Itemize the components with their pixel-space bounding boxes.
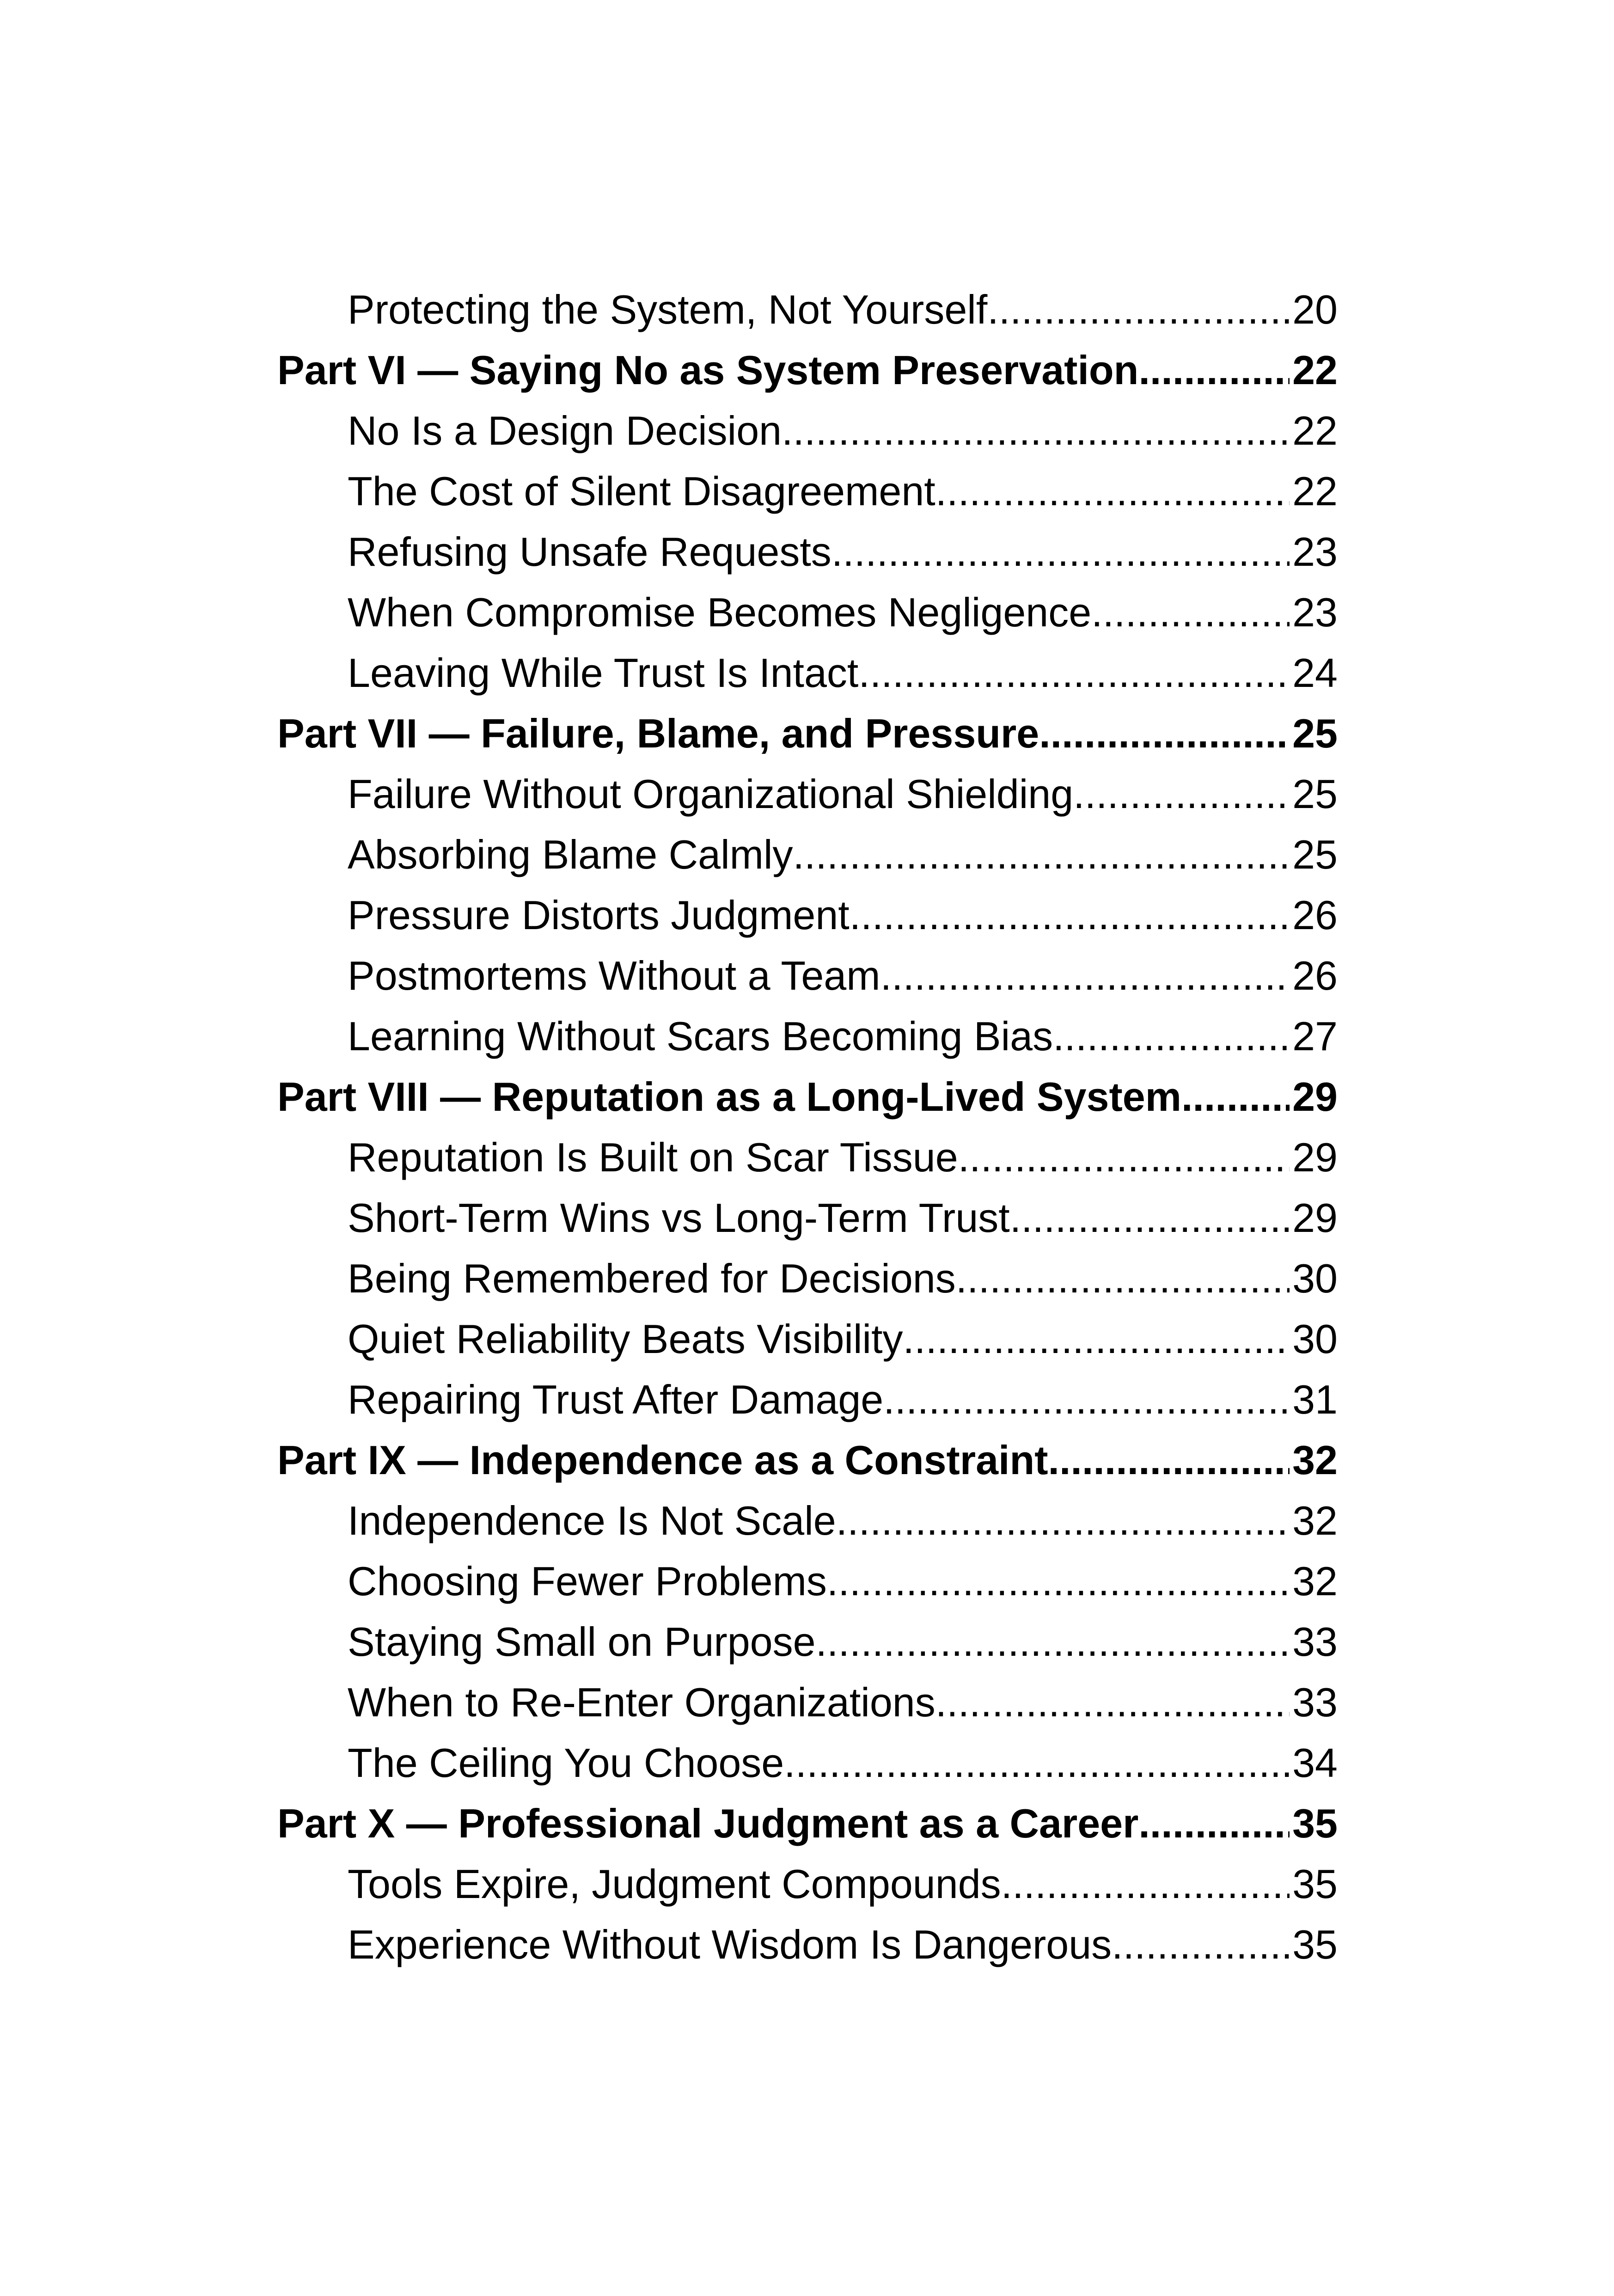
toc-page-number: 25 bbox=[1292, 771, 1338, 817]
toc-page-number: 32 bbox=[1292, 1437, 1338, 1483]
toc-dot-leader bbox=[827, 1551, 1290, 1611]
toc-entry-title: When to Re-Enter Organizations bbox=[348, 1679, 935, 1725]
toc-entry-13 bbox=[0, 1066, 1338, 1127]
toc-dot-leader bbox=[831, 521, 1290, 582]
toc-entry-26 bbox=[0, 1854, 1338, 1914]
toc-entry-title: Independence Is Not Scale bbox=[348, 1498, 836, 1543]
toc-entry-15 bbox=[0, 1188, 1338, 1248]
toc-entry-4 bbox=[0, 521, 1338, 582]
toc-entry-24 bbox=[0, 1733, 1338, 1793]
toc-page-number: 20 bbox=[1292, 287, 1338, 332]
toc-entry-22 bbox=[0, 1611, 1338, 1672]
toc-entry-5 bbox=[0, 582, 1338, 643]
toc-entry-title: Postmortems Without a Team bbox=[348, 953, 880, 998]
toc-entry-23 bbox=[0, 1672, 1338, 1733]
toc-entry-title: Protecting the System, Not Yourself bbox=[348, 287, 988, 332]
toc-page-number: 23 bbox=[1292, 589, 1338, 635]
toc-page-number: 29 bbox=[1292, 1195, 1338, 1241]
toc-dot-leader bbox=[903, 1309, 1290, 1369]
toc-entry-title: Staying Small on Purpose bbox=[348, 1619, 816, 1665]
toc-dot-leader bbox=[784, 1733, 1290, 1793]
toc-page-number: 23 bbox=[1292, 529, 1338, 575]
toc-page-number: 25 bbox=[1292, 832, 1338, 877]
toc-entry-title: Experience Without Wisdom Is Dangerous bbox=[348, 1922, 1112, 1967]
toc-page-number: 27 bbox=[1292, 1013, 1338, 1059]
toc-entry-12 bbox=[0, 1006, 1338, 1066]
toc-entry-title: Reputation Is Built on Scar Tissue bbox=[348, 1134, 958, 1180]
toc-dot-leader bbox=[1053, 1006, 1290, 1066]
toc-entry-7 bbox=[0, 703, 1338, 764]
toc-page-number: 30 bbox=[1292, 1255, 1338, 1301]
table-of-contents bbox=[0, 279, 1614, 1975]
toc-entry-20 bbox=[0, 1490, 1338, 1551]
toc-page-number: 34 bbox=[1292, 1740, 1338, 1786]
toc-dot-leader bbox=[793, 824, 1290, 885]
toc-entry-title: Learning Without Scars Becoming Bias bbox=[348, 1013, 1053, 1059]
toc-dot-leader bbox=[1181, 1066, 1290, 1127]
toc-entry-title: Repairing Trust After Damage bbox=[348, 1377, 884, 1422]
toc-entry-title: Being Remembered for Decisions bbox=[348, 1255, 956, 1301]
toc-entry-title: When Compromise Becomes Negligence bbox=[348, 589, 1092, 635]
toc-entry-6 bbox=[0, 643, 1338, 703]
toc-entry-14 bbox=[0, 1127, 1338, 1188]
toc-part-title: Part VIII — Reputation as a Long-Lived System bbox=[277, 1074, 1181, 1120]
toc-page-number: 35 bbox=[1292, 1922, 1338, 1967]
toc-part-title: Part X — Professional Judgment as a Career bbox=[277, 1800, 1139, 1846]
toc-entry-11 bbox=[0, 945, 1338, 1006]
toc-entry-0 bbox=[0, 279, 1338, 340]
toc-dot-leader bbox=[858, 643, 1290, 703]
toc-entry-17 bbox=[0, 1309, 1338, 1369]
toc-entry-title: Quiet Reliability Beats Visibility bbox=[348, 1316, 903, 1362]
toc-dot-leader bbox=[1112, 1914, 1290, 1975]
toc-entry-title: No Is a Design Decision bbox=[348, 408, 782, 453]
toc-dot-leader bbox=[1091, 582, 1290, 643]
toc-entry-title: The Cost of Silent Disagreement bbox=[348, 468, 935, 514]
toc-dot-leader bbox=[880, 945, 1290, 1006]
toc-entry-25 bbox=[0, 1793, 1338, 1854]
toc-entry-1 bbox=[0, 340, 1338, 400]
toc-entry-8 bbox=[0, 764, 1338, 824]
toc-entry-27 bbox=[0, 1914, 1338, 1975]
toc-dot-leader bbox=[956, 1248, 1290, 1309]
toc-dot-leader bbox=[935, 1672, 1290, 1733]
toc-dot-leader bbox=[782, 400, 1290, 461]
toc-dot-leader bbox=[1039, 703, 1290, 764]
toc-dot-leader bbox=[987, 279, 1290, 340]
toc-dot-leader bbox=[1073, 764, 1290, 824]
toc-page-number: 30 bbox=[1292, 1316, 1338, 1362]
toc-part-title: Part IX — Independence as a Constraint bbox=[277, 1437, 1048, 1483]
toc-page-number: 24 bbox=[1292, 650, 1338, 696]
toc-entry-title: Choosing Fewer Problems bbox=[348, 1558, 827, 1604]
toc-page-number: 33 bbox=[1292, 1619, 1338, 1665]
toc-page-number: 22 bbox=[1292, 347, 1338, 393]
toc-page-number: 29 bbox=[1292, 1074, 1338, 1120]
toc-dot-leader bbox=[935, 461, 1290, 521]
toc-entry-title: Tools Expire, Judgment Compounds bbox=[348, 1861, 1001, 1907]
toc-part-title: Part VII — Failure, Blame, and Pressure bbox=[277, 710, 1039, 756]
toc-entry-title: Short-Term Wins vs Long-Term Trust bbox=[348, 1195, 1010, 1241]
toc-entry-title: Absorbing Blame Calmly bbox=[348, 832, 793, 877]
toc-entry-2 bbox=[0, 400, 1338, 461]
toc-dot-leader bbox=[883, 1369, 1290, 1430]
toc-page-number: 35 bbox=[1292, 1800, 1338, 1846]
toc-entry-9 bbox=[0, 824, 1338, 885]
toc-page-number: 29 bbox=[1292, 1134, 1338, 1180]
toc-dot-leader bbox=[1010, 1188, 1290, 1248]
toc-dot-leader bbox=[958, 1127, 1290, 1188]
toc-dot-leader bbox=[1138, 340, 1290, 400]
toc-page-number: 25 bbox=[1292, 710, 1338, 756]
toc-page-number: 26 bbox=[1292, 953, 1338, 998]
toc-page-number: 31 bbox=[1292, 1377, 1338, 1422]
toc-entry-title: Refusing Unsafe Requests bbox=[348, 529, 831, 575]
toc-dot-leader bbox=[1048, 1430, 1290, 1490]
toc-page-number: 33 bbox=[1292, 1679, 1338, 1725]
toc-dot-leader bbox=[816, 1611, 1290, 1672]
toc-part-title: Part VI — Saying No as System Preservation bbox=[277, 347, 1139, 393]
toc-dot-leader bbox=[1138, 1793, 1290, 1854]
toc-page-number: 26 bbox=[1292, 892, 1338, 938]
toc-dot-leader bbox=[1001, 1854, 1290, 1914]
toc-entry-title: Pressure Distorts Judgment bbox=[348, 892, 850, 938]
toc-page-number: 32 bbox=[1292, 1498, 1338, 1543]
toc-dot-leader bbox=[850, 885, 1290, 945]
toc-entry-title: The Ceiling You Choose bbox=[348, 1740, 784, 1786]
toc-page-number: 22 bbox=[1292, 468, 1338, 514]
toc-entry-10 bbox=[0, 885, 1338, 945]
toc-entry-title: Leaving While Trust Is Intact bbox=[348, 650, 859, 696]
toc-entry-title: Failure Without Organizational Shielding bbox=[348, 771, 1074, 817]
toc-entry-3 bbox=[0, 461, 1338, 521]
toc-entry-21 bbox=[0, 1551, 1338, 1611]
toc-dot-leader bbox=[836, 1490, 1290, 1551]
toc-entry-19 bbox=[0, 1430, 1338, 1490]
toc-page-number: 32 bbox=[1292, 1558, 1338, 1604]
toc-page-number: 22 bbox=[1292, 408, 1338, 453]
toc-entry-18 bbox=[0, 1369, 1338, 1430]
toc-entry-16 bbox=[0, 1248, 1338, 1309]
toc-page-number: 35 bbox=[1292, 1861, 1338, 1907]
